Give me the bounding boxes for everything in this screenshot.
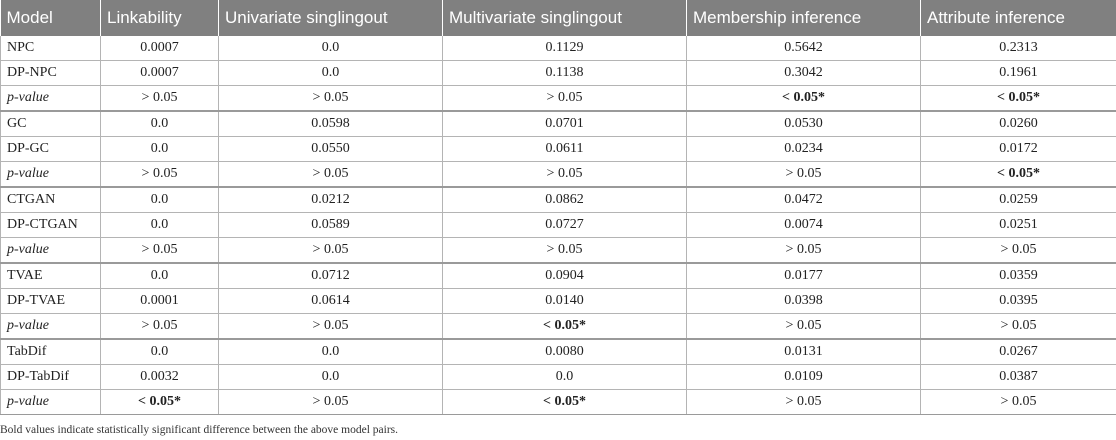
univariate-singlingout-cell: > 0.05: [219, 390, 443, 415]
linkability-cell: > 0.05: [101, 86, 219, 112]
linkability-cell: 0.0001: [101, 289, 219, 314]
attribute-inference-cell: 0.0259: [921, 187, 1116, 213]
p-value-row: [1, 314, 1116, 340]
univariate-singlingout-cell: 0.0212: [219, 187, 443, 213]
multivariate-singlingout-cell: 0.1129: [443, 36, 687, 61]
membership-inference-cell: > 0.05: [687, 314, 921, 340]
attribute-inference-cell: 0.0359: [921, 263, 1116, 289]
multivariate-singlingout-cell: 0.1138: [443, 61, 687, 86]
multivariate-singlingout-cell: 0.0862: [443, 187, 687, 213]
membership-inference-cell: < 0.05*: [687, 86, 921, 112]
model-cell: DP-GC: [1, 137, 101, 162]
multivariate-singlingout-cell: > 0.05: [443, 238, 687, 264]
table-row: [1, 213, 1116, 238]
linkability-cell: 0.0: [101, 137, 219, 162]
multivariate-singlingout-cell: 0.0: [443, 365, 687, 390]
univariate-singlingout-cell: > 0.05: [219, 314, 443, 340]
p-value-row: [1, 390, 1116, 415]
model-cell: p-value: [1, 162, 101, 188]
model-cell: TVAE: [1, 263, 101, 289]
univariate-singlingout-cell: 0.0614: [219, 289, 443, 314]
table-row: [1, 263, 1116, 289]
column-header-model: Model: [1, 0, 101, 36]
membership-inference-cell: 0.0177: [687, 263, 921, 289]
membership-inference-cell: 0.0398: [687, 289, 921, 314]
model-cell: DP-TabDif: [1, 365, 101, 390]
univariate-singlingout-cell: > 0.05: [219, 86, 443, 112]
model-cell: p-value: [1, 390, 101, 415]
linkability-cell: 0.0: [101, 187, 219, 213]
linkability-cell: < 0.05*: [101, 390, 219, 415]
linkability-cell: 0.0007: [101, 36, 219, 61]
header-row: [1, 0, 1116, 36]
model-cell: p-value: [1, 314, 101, 340]
model-cell: DP-TVAE: [1, 289, 101, 314]
column-header-linkability: Linkability: [101, 0, 219, 36]
linkability-cell: 0.0: [101, 263, 219, 289]
univariate-singlingout-cell: 0.0: [219, 61, 443, 86]
multivariate-singlingout-cell: 0.0080: [443, 339, 687, 365]
table-footnote: Bold values indicate statistically significant difference between the above model pairs.: [0, 424, 399, 436]
multivariate-singlingout-cell: < 0.05*: [443, 390, 687, 415]
table-header: [1, 0, 1116, 36]
univariate-singlingout-cell: 0.0: [219, 365, 443, 390]
linkability-cell: 0.0: [101, 111, 219, 137]
model-cell: NPC: [1, 36, 101, 61]
membership-inference-cell: 0.0472: [687, 187, 921, 213]
model-cell: DP-NPC: [1, 61, 101, 86]
univariate-singlingout-cell: 0.0598: [219, 111, 443, 137]
multivariate-singlingout-cell: < 0.05*: [443, 314, 687, 340]
model-cell: TabDif: [1, 339, 101, 365]
table-row: [1, 365, 1116, 390]
linkability-cell: 0.0: [101, 339, 219, 365]
table-row: [1, 137, 1116, 162]
multivariate-singlingout-cell: 0.0701: [443, 111, 687, 137]
table-row: [1, 36, 1116, 61]
membership-inference-cell: 0.5642: [687, 36, 921, 61]
linkability-cell: 0.0007: [101, 61, 219, 86]
membership-inference-cell: 0.0074: [687, 213, 921, 238]
univariate-singlingout-cell: 0.0712: [219, 263, 443, 289]
p-value-row: [1, 86, 1116, 112]
membership-inference-cell: > 0.05: [687, 390, 921, 415]
multivariate-singlingout-cell: 0.0727: [443, 213, 687, 238]
attribute-inference-cell: 0.0251: [921, 213, 1116, 238]
attribute-inference-cell: > 0.05: [921, 314, 1116, 340]
attribute-inference-cell: < 0.05*: [921, 162, 1116, 188]
attribute-inference-cell: 0.0267: [921, 339, 1116, 365]
table-row: [1, 187, 1116, 213]
p-value-row: [1, 162, 1116, 188]
attribute-inference-cell: > 0.05: [921, 238, 1116, 264]
attribute-inference-cell: < 0.05*: [921, 86, 1116, 112]
table-row: [1, 289, 1116, 314]
attribute-inference-cell: 0.0172: [921, 137, 1116, 162]
membership-inference-cell: 0.0109: [687, 365, 921, 390]
column-header-attribute-inference: Attribute inference: [921, 0, 1116, 36]
attribute-inference-cell: 0.0395: [921, 289, 1116, 314]
attribute-inference-cell: 0.1961: [921, 61, 1116, 86]
multivariate-singlingout-cell: 0.0904: [443, 263, 687, 289]
model-cell: CTGAN: [1, 187, 101, 213]
model-cell: GC: [1, 111, 101, 137]
table-body: [1, 36, 1116, 415]
column-header-multivariate-singlingout: Multivariate singlingout: [443, 0, 687, 36]
attribute-inference-cell: 0.2313: [921, 36, 1116, 61]
univariate-singlingout-cell: > 0.05: [219, 162, 443, 188]
table-row: [1, 61, 1116, 86]
univariate-singlingout-cell: 0.0550: [219, 137, 443, 162]
univariate-singlingout-cell: 0.0: [219, 36, 443, 61]
membership-inference-cell: 0.0234: [687, 137, 921, 162]
model-cell: p-value: [1, 86, 101, 112]
linkability-cell: > 0.05: [101, 238, 219, 264]
univariate-singlingout-cell: 0.0: [219, 339, 443, 365]
model-cell: p-value: [1, 238, 101, 264]
multivariate-singlingout-cell: 0.0140: [443, 289, 687, 314]
attribute-inference-cell: > 0.05: [921, 390, 1116, 415]
membership-inference-cell: 0.0530: [687, 111, 921, 137]
linkability-cell: > 0.05: [101, 314, 219, 340]
univariate-singlingout-cell: 0.0589: [219, 213, 443, 238]
linkability-cell: > 0.05: [101, 162, 219, 188]
multivariate-singlingout-cell: 0.0611: [443, 137, 687, 162]
univariate-singlingout-cell: > 0.05: [219, 238, 443, 264]
membership-inference-cell: > 0.05: [687, 238, 921, 264]
membership-inference-cell: 0.3042: [687, 61, 921, 86]
multivariate-singlingout-cell: > 0.05: [443, 162, 687, 188]
model-cell: DP-CTGAN: [1, 213, 101, 238]
attribute-inference-cell: 0.0387: [921, 365, 1116, 390]
table-row: [1, 339, 1116, 365]
table-row: [1, 111, 1116, 137]
membership-inference-cell: 0.0131: [687, 339, 921, 365]
membership-inference-cell: > 0.05: [687, 162, 921, 188]
attribute-inference-cell: 0.0260: [921, 111, 1116, 137]
column-header-univariate-singlingout: Univariate singlingout: [219, 0, 443, 36]
column-header-membership-inference: Membership inference: [687, 0, 921, 36]
multivariate-singlingout-cell: > 0.05: [443, 86, 687, 112]
linkability-cell: 0.0: [101, 213, 219, 238]
p-value-row: [1, 238, 1116, 264]
linkability-cell: 0.0032: [101, 365, 219, 390]
